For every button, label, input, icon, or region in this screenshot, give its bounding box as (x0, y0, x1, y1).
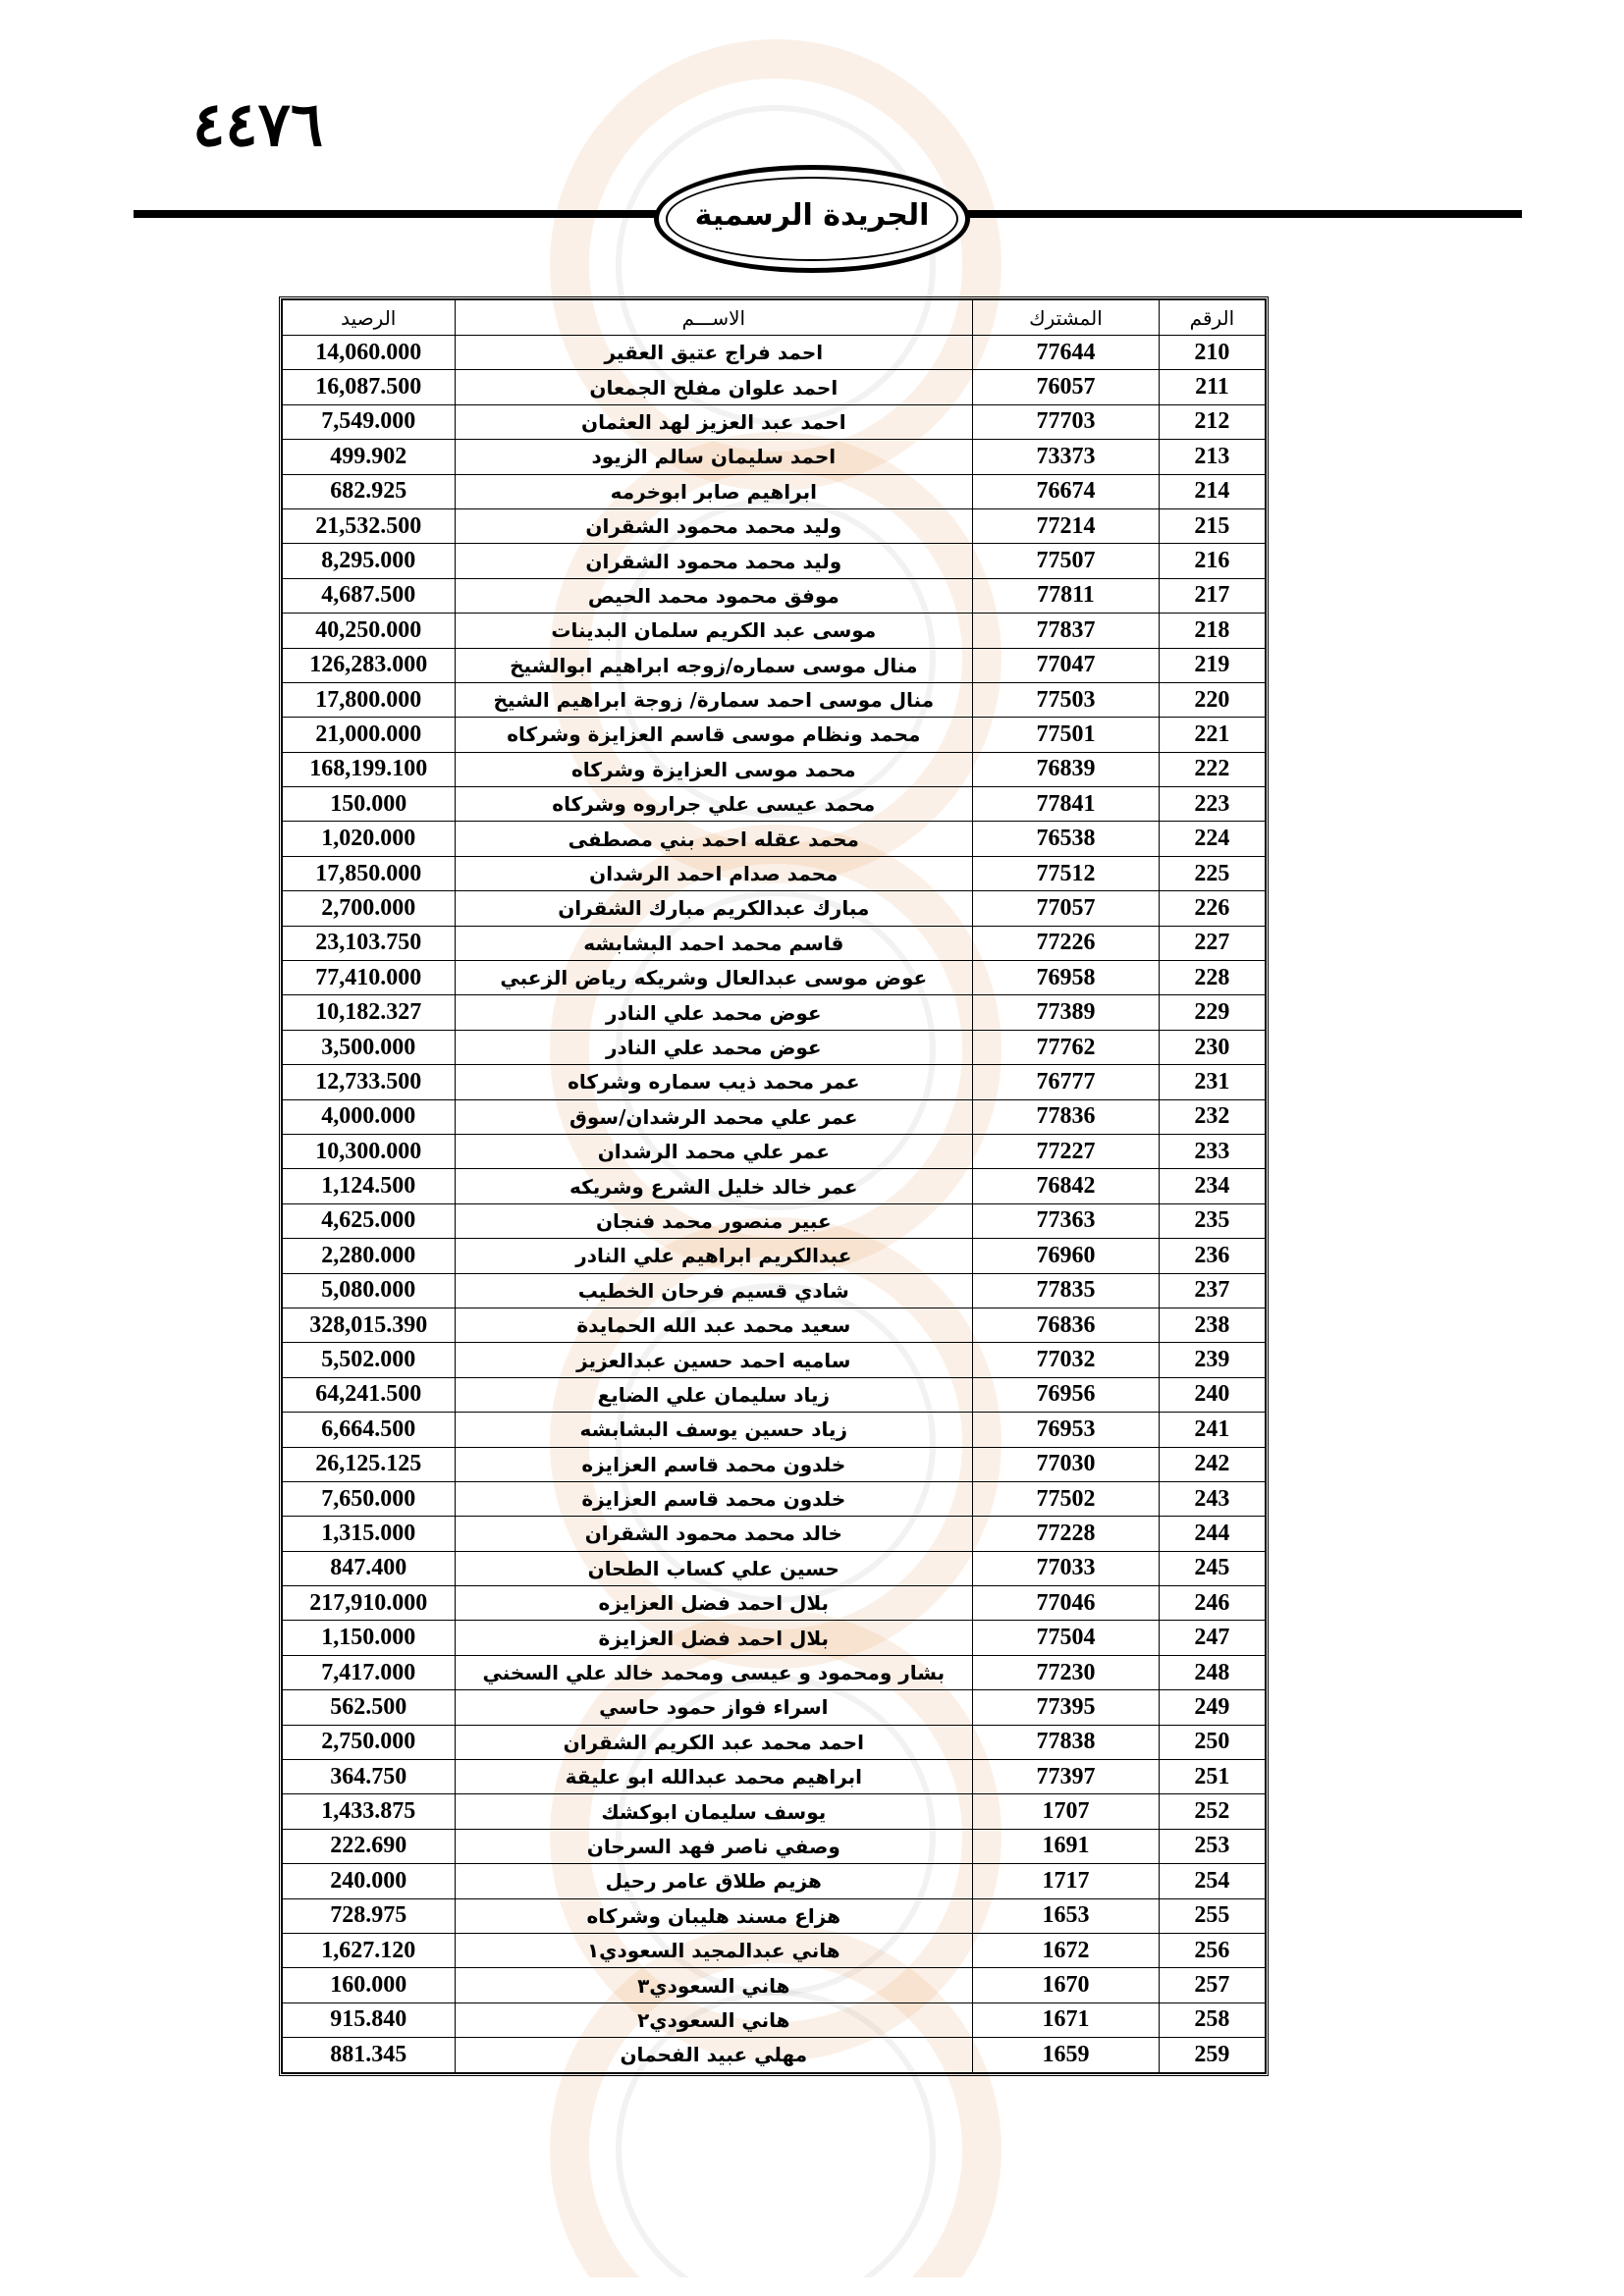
cell-name: خالد محمد محمود الشقران (455, 1517, 973, 1551)
table-header-row (283, 300, 1266, 336)
cell-subscriber: 77507 (973, 544, 1160, 578)
table-row (283, 1239, 1266, 1273)
cell-balance: 3,500.000 (283, 1030, 456, 1064)
cell-name: عوض موسى عبدالعال وشريكه رياض الزعبي (455, 961, 973, 995)
cell-name: وليد محمد محمود الشقران (455, 544, 973, 578)
cell-number: 225 (1159, 856, 1265, 890)
cell-subscriber: 77836 (973, 1099, 1160, 1134)
cell-number: 218 (1159, 614, 1265, 648)
cell-subscriber: 77502 (973, 1481, 1160, 1516)
cell-subscriber: 77838 (973, 1725, 1160, 1759)
cell-subscriber: 76538 (973, 822, 1160, 856)
cell-subscriber: 77504 (973, 1621, 1160, 1655)
cell-name: شادي قسيم فرحان الخطيب (455, 1273, 973, 1308)
cell-balance: 1,433.875 (283, 1794, 456, 1829)
cell-subscriber: 76777 (973, 1065, 1160, 1099)
table-row (283, 1968, 1266, 2002)
cell-number: 258 (1159, 2002, 1265, 2037)
cell-subscriber: 77837 (973, 614, 1160, 648)
cell-subscriber: 77227 (973, 1134, 1160, 1168)
table-row (283, 787, 1266, 822)
cell-subscriber: 77503 (973, 682, 1160, 717)
cell-number: 236 (1159, 1239, 1265, 1273)
cell-balance: 4,000.000 (283, 1099, 456, 1134)
table-row (283, 474, 1266, 508)
cell-name: هاني السعودي٢ (455, 2002, 973, 2037)
header-number: الرقم (1159, 300, 1265, 336)
cell-balance: 5,080.000 (283, 1273, 456, 1308)
cell-number: 239 (1159, 1343, 1265, 1377)
table-row (283, 1413, 1266, 1447)
cell-number: 228 (1159, 961, 1265, 995)
cell-subscriber: 77395 (973, 1690, 1160, 1725)
table-row (283, 1308, 1266, 1342)
cell-subscriber: 76842 (973, 1169, 1160, 1203)
header-subscriber: المشترك (973, 300, 1160, 336)
table-row (283, 1794, 1266, 1829)
cell-number: 220 (1159, 682, 1265, 717)
cell-name: بلال احمد فضل العزايزه (455, 1586, 973, 1621)
cell-subscriber: 1671 (973, 2002, 1160, 2037)
cell-balance: 2,280.000 (283, 1239, 456, 1273)
table-row (283, 1030, 1266, 1064)
cell-number: 243 (1159, 1481, 1265, 1516)
cell-name: منال موسى احمد سمارة/ زوجة ابراهيم الشيخ (455, 682, 973, 717)
cell-number: 253 (1159, 1829, 1265, 1863)
cell-balance: 10,300.000 (283, 1134, 456, 1168)
table-row (283, 891, 1266, 926)
cell-subscriber: 77363 (973, 1203, 1160, 1238)
cell-number: 221 (1159, 718, 1265, 752)
table-row (283, 1447, 1266, 1481)
cell-number: 257 (1159, 1968, 1265, 2002)
cell-number: 223 (1159, 787, 1265, 822)
cell-number: 229 (1159, 995, 1265, 1030)
cell-name: اسراء فواز حمود حاسي (455, 1690, 973, 1725)
cell-balance: 64,241.500 (283, 1377, 456, 1412)
cell-number: 256 (1159, 1933, 1265, 1967)
cell-number: 255 (1159, 1898, 1265, 1933)
cell-number: 222 (1159, 752, 1265, 786)
cell-number: 233 (1159, 1134, 1265, 1168)
table-row (283, 1065, 1266, 1099)
cell-subscriber: 77047 (973, 648, 1160, 682)
cell-number: 213 (1159, 440, 1265, 474)
cell-balance: 21,000.000 (283, 718, 456, 752)
cell-name: مبارك عبدالكريم مبارك الشقران (455, 891, 973, 926)
table-row (283, 856, 1266, 890)
table-row (283, 1517, 1266, 1551)
cell-balance: 17,850.000 (283, 856, 456, 890)
cell-name: محمد صدام احمد الرشدان (455, 856, 973, 890)
cell-balance: 2,700.000 (283, 891, 456, 926)
table-row (283, 1655, 1266, 1689)
table-row (283, 926, 1266, 960)
cell-subscriber: 1653 (973, 1898, 1160, 1933)
cell-name: محمد عقله احمد بني مصطفى (455, 822, 973, 856)
table-row (283, 752, 1266, 786)
cell-balance: 915.840 (283, 2002, 456, 2037)
cell-subscriber: 77762 (973, 1030, 1160, 1064)
cell-balance: 222.690 (283, 1829, 456, 1863)
cell-number: 250 (1159, 1725, 1265, 1759)
cell-balance: 23,103.750 (283, 926, 456, 960)
cell-number: 235 (1159, 1203, 1265, 1238)
cell-balance: 150.000 (283, 787, 456, 822)
cell-number: 231 (1159, 1065, 1265, 1099)
cell-name: زياد سليمان علي الضايع (455, 1377, 973, 1412)
table-row (283, 1169, 1266, 1203)
cell-name: محمد عيسى علي جراروه وشركاه (455, 787, 973, 822)
cell-name: هاني عبدالمجيد السعودي١ (455, 1933, 973, 1967)
cell-subscriber: 1707 (973, 1794, 1160, 1829)
cell-number: 224 (1159, 822, 1265, 856)
table-row (283, 578, 1266, 613)
cell-balance: 7,549.000 (283, 404, 456, 439)
cell-balance: 5,502.000 (283, 1343, 456, 1377)
cell-name: زياد حسين يوسف البشابشه (455, 1413, 973, 1447)
cell-name: احمد سليمان سالم الزيود (455, 440, 973, 474)
cell-number: 245 (1159, 1551, 1265, 1585)
balances-table (282, 299, 1266, 2073)
table-row (283, 1725, 1266, 1759)
cell-subscriber: 76958 (973, 961, 1160, 995)
table-row (283, 440, 1266, 474)
cell-balance: 10,182.327 (283, 995, 456, 1030)
cell-subscriber: 77057 (973, 891, 1160, 926)
cell-subscriber: 77389 (973, 995, 1160, 1030)
cell-name: هاني السعودي٣ (455, 1968, 973, 2002)
cell-name: وصفي ناصر فهد السرحان (455, 1829, 973, 1863)
table-row (283, 1551, 1266, 1585)
cell-subscriber: 76960 (973, 1239, 1160, 1273)
cell-balance: 168,199.100 (283, 752, 456, 786)
cell-name: قاسم محمد احمد البشابشه (455, 926, 973, 960)
cell-subscriber: 77811 (973, 578, 1160, 613)
cell-subscriber: 77030 (973, 1447, 1160, 1481)
cell-subscriber: 77841 (973, 787, 1160, 822)
cell-balance: 1,150.000 (283, 1621, 456, 1655)
cell-number: 249 (1159, 1690, 1265, 1725)
cell-number: 227 (1159, 926, 1265, 960)
cell-subscriber: 77033 (973, 1551, 1160, 1585)
cell-number: 241 (1159, 1413, 1265, 1447)
page-number: ٤٤٧٦ (192, 88, 324, 160)
cell-subscriber: 76839 (973, 752, 1160, 786)
cell-number: 219 (1159, 648, 1265, 682)
cell-name: هزاع مسند هليبان وشركاه (455, 1898, 973, 1933)
cell-balance: 364.750 (283, 1760, 456, 1794)
cell-number: 217 (1159, 578, 1265, 613)
table-row (283, 1377, 1266, 1412)
table-row (283, 1933, 1266, 1967)
table-row (283, 336, 1266, 370)
cell-name: عوض محمد علي النادر (455, 1030, 973, 1064)
cell-balance: 1,020.000 (283, 822, 456, 856)
cell-number: 242 (1159, 1447, 1265, 1481)
cell-subscriber: 77835 (973, 1273, 1160, 1308)
cell-subscriber: 1670 (973, 1968, 1160, 2002)
table-row (283, 1273, 1266, 1308)
table-row (283, 1586, 1266, 1621)
cell-balance: 217,910.000 (283, 1586, 456, 1621)
cell-balance: 40,250.000 (283, 614, 456, 648)
cell-subscriber: 76057 (973, 370, 1160, 404)
cell-subscriber: 77230 (973, 1655, 1160, 1689)
cell-balance: 1,627.120 (283, 1933, 456, 1967)
cell-subscriber: 73373 (973, 440, 1160, 474)
cell-balance: 1,124.500 (283, 1169, 456, 1203)
cell-number: 237 (1159, 1273, 1265, 1308)
cell-number: 211 (1159, 370, 1265, 404)
cell-balance: 881.345 (283, 2038, 456, 2072)
table-row (283, 1829, 1266, 1863)
cell-name: موفق محمود محمد الحيص (455, 578, 973, 613)
cell-subscriber: 77226 (973, 926, 1160, 960)
cell-balance: 1,315.000 (283, 1517, 456, 1551)
table-row (283, 1203, 1266, 1238)
cell-balance: 8,295.000 (283, 544, 456, 578)
header-name: الاســـم (455, 300, 973, 336)
table-row (283, 1621, 1266, 1655)
cell-balance: 240.000 (283, 1864, 456, 1898)
cell-name: محمد موسى العزايزة وشركاه (455, 752, 973, 786)
cell-name: موسى عبد الكريم سلمان البدينات (455, 614, 973, 648)
cell-balance: 6,664.500 (283, 1413, 456, 1447)
cell-number: 210 (1159, 336, 1265, 370)
table-row (283, 2002, 1266, 2037)
cell-number: 259 (1159, 2038, 1265, 2072)
cell-balance: 4,687.500 (283, 578, 456, 613)
cell-subscriber: 77512 (973, 856, 1160, 890)
cell-number: 234 (1159, 1169, 1265, 1203)
cell-name: خلدون محمد قاسم العزايزه (455, 1447, 973, 1481)
cell-name: احمد علوان مفلح الجمعان (455, 370, 973, 404)
table-row (283, 961, 1266, 995)
cell-subscriber: 77644 (973, 336, 1160, 370)
cell-balance: 7,650.000 (283, 1481, 456, 1516)
table-row (283, 1343, 1266, 1377)
cell-name: احمد عبد العزيز لهد العثمان (455, 404, 973, 439)
table-row (283, 1864, 1266, 1898)
cell-name: عمر محمد ذيب سماره وشركاه (455, 1065, 973, 1099)
cell-subscriber: 77032 (973, 1343, 1160, 1377)
cell-balance: 499.902 (283, 440, 456, 474)
table-row (283, 614, 1266, 648)
cell-subscriber: 77703 (973, 404, 1160, 439)
cell-subscriber: 1717 (973, 1864, 1160, 1898)
cell-number: 216 (1159, 544, 1265, 578)
cell-subscriber: 77214 (973, 508, 1160, 543)
cell-name: هزيم طلاق عامر رحيل (455, 1864, 973, 1898)
cell-balance: 682.925 (283, 474, 456, 508)
cell-subscriber: 77501 (973, 718, 1160, 752)
cell-name: سعيد محمد عبد الله الحمايدة (455, 1308, 973, 1342)
cell-name: عمر علي محمد الرشدان (455, 1134, 973, 1168)
cell-balance: 26,125.125 (283, 1447, 456, 1481)
cell-name: محمد ونظام موسى قاسم العزايزة وشركاه (455, 718, 973, 752)
cell-balance: 4,625.000 (283, 1203, 456, 1238)
cell-number: 212 (1159, 404, 1265, 439)
cell-name: ابراهيم محمد عبدالله ابو عليقة (455, 1760, 973, 1794)
cell-number: 254 (1159, 1864, 1265, 1898)
cell-number: 215 (1159, 508, 1265, 543)
cell-balance: 728.975 (283, 1898, 456, 1933)
cell-name: بشار ومحمود و عيسى ومحمد خالد علي السخني (455, 1655, 973, 1689)
cell-balance: 16,087.500 (283, 370, 456, 404)
cell-balance: 328,015.390 (283, 1308, 456, 1342)
cell-number: 230 (1159, 1030, 1265, 1064)
cell-number: 238 (1159, 1308, 1265, 1342)
cell-number: 226 (1159, 891, 1265, 926)
cell-balance: 14,060.000 (283, 336, 456, 370)
cell-number: 240 (1159, 1377, 1265, 1412)
cell-name: عبير منصور محمد فنجان (455, 1203, 973, 1238)
cell-name: عمر خالد خليل الشرع وشريكه (455, 1169, 973, 1203)
cell-balance: 847.400 (283, 1551, 456, 1585)
cell-subscriber: 76953 (973, 1413, 1160, 1447)
header-ellipse (654, 165, 970, 273)
cell-subscriber: 77046 (973, 1586, 1160, 1621)
table-row (283, 718, 1266, 752)
cell-name: عبدالكريم ابراهيم علي النادر (455, 1239, 973, 1273)
cell-number: 251 (1159, 1760, 1265, 1794)
cell-balance: 21,532.500 (283, 508, 456, 543)
table-row (283, 1134, 1266, 1168)
table-row (283, 1760, 1266, 1794)
table-row (283, 2038, 1266, 2072)
cell-number: 248 (1159, 1655, 1265, 1689)
table-row (283, 822, 1266, 856)
cell-name: ابراهيم صابر ابوخرمه (455, 474, 973, 508)
balances-table-frame (279, 296, 1269, 2076)
table-row (283, 508, 1266, 543)
table-row (283, 544, 1266, 578)
cell-name: خلدون محمد قاسم العزايزة (455, 1481, 973, 1516)
table-row (283, 995, 1266, 1030)
cell-number: 244 (1159, 1517, 1265, 1551)
header-title: الجريدة الرسمية (694, 197, 930, 233)
cell-balance: 12,733.500 (283, 1065, 456, 1099)
cell-balance: 2,750.000 (283, 1725, 456, 1759)
cell-name: احمد فراج عتيق العقير (455, 336, 973, 370)
cell-balance: 126,283.000 (283, 648, 456, 682)
cell-subscriber: 77228 (973, 1517, 1160, 1551)
cell-subscriber: 76956 (973, 1377, 1160, 1412)
cell-subscriber: 76674 (973, 474, 1160, 508)
table-row (283, 648, 1266, 682)
cell-name: منال موسى سماره/زوجه ابراهيم ابوالشيخ (455, 648, 973, 682)
table-row (283, 1690, 1266, 1725)
cell-number: 214 (1159, 474, 1265, 508)
cell-number: 247 (1159, 1621, 1265, 1655)
table-row (283, 404, 1266, 439)
table-row (283, 682, 1266, 717)
cell-name: يوسف سليمان ابوكشك (455, 1794, 973, 1829)
table-row (283, 1898, 1266, 1933)
cell-balance: 562.500 (283, 1690, 456, 1725)
cell-balance: 17,800.000 (283, 682, 456, 717)
table-row (283, 370, 1266, 404)
cell-name: احمد محمد عبد الكريم الشقران (455, 1725, 973, 1759)
cell-name: حسين علي كساب الطحان (455, 1551, 973, 1585)
table-row (283, 1481, 1266, 1516)
cell-subscriber: 76836 (973, 1308, 1160, 1342)
cell-subscriber: 77397 (973, 1760, 1160, 1794)
cell-name: عوض محمد علي النادر (455, 995, 973, 1030)
cell-name: مهلي عبيد الفحمان (455, 2038, 973, 2072)
table-body (283, 336, 1266, 2073)
cell-balance: 160.000 (283, 1968, 456, 2002)
cell-subscriber: 1672 (973, 1933, 1160, 1967)
cell-name: وليد محمد محمود الشقران (455, 508, 973, 543)
cell-subscriber: 1659 (973, 2038, 1160, 2072)
cell-name: ساميه احمد حسين عبدالعزيز (455, 1343, 973, 1377)
cell-name: عمر علي محمد الرشدان/سوق (455, 1099, 973, 1134)
cell-number: 232 (1159, 1099, 1265, 1134)
cell-balance: 7,417.000 (283, 1655, 456, 1689)
cell-balance: 77,410.000 (283, 961, 456, 995)
cell-name: بلال احمد فضل العزايزة (455, 1621, 973, 1655)
header-balance: الرصيد (283, 300, 456, 336)
cell-subscriber: 1691 (973, 1829, 1160, 1863)
cell-number: 252 (1159, 1794, 1265, 1829)
cell-number: 246 (1159, 1586, 1265, 1621)
table-row (283, 1099, 1266, 1134)
